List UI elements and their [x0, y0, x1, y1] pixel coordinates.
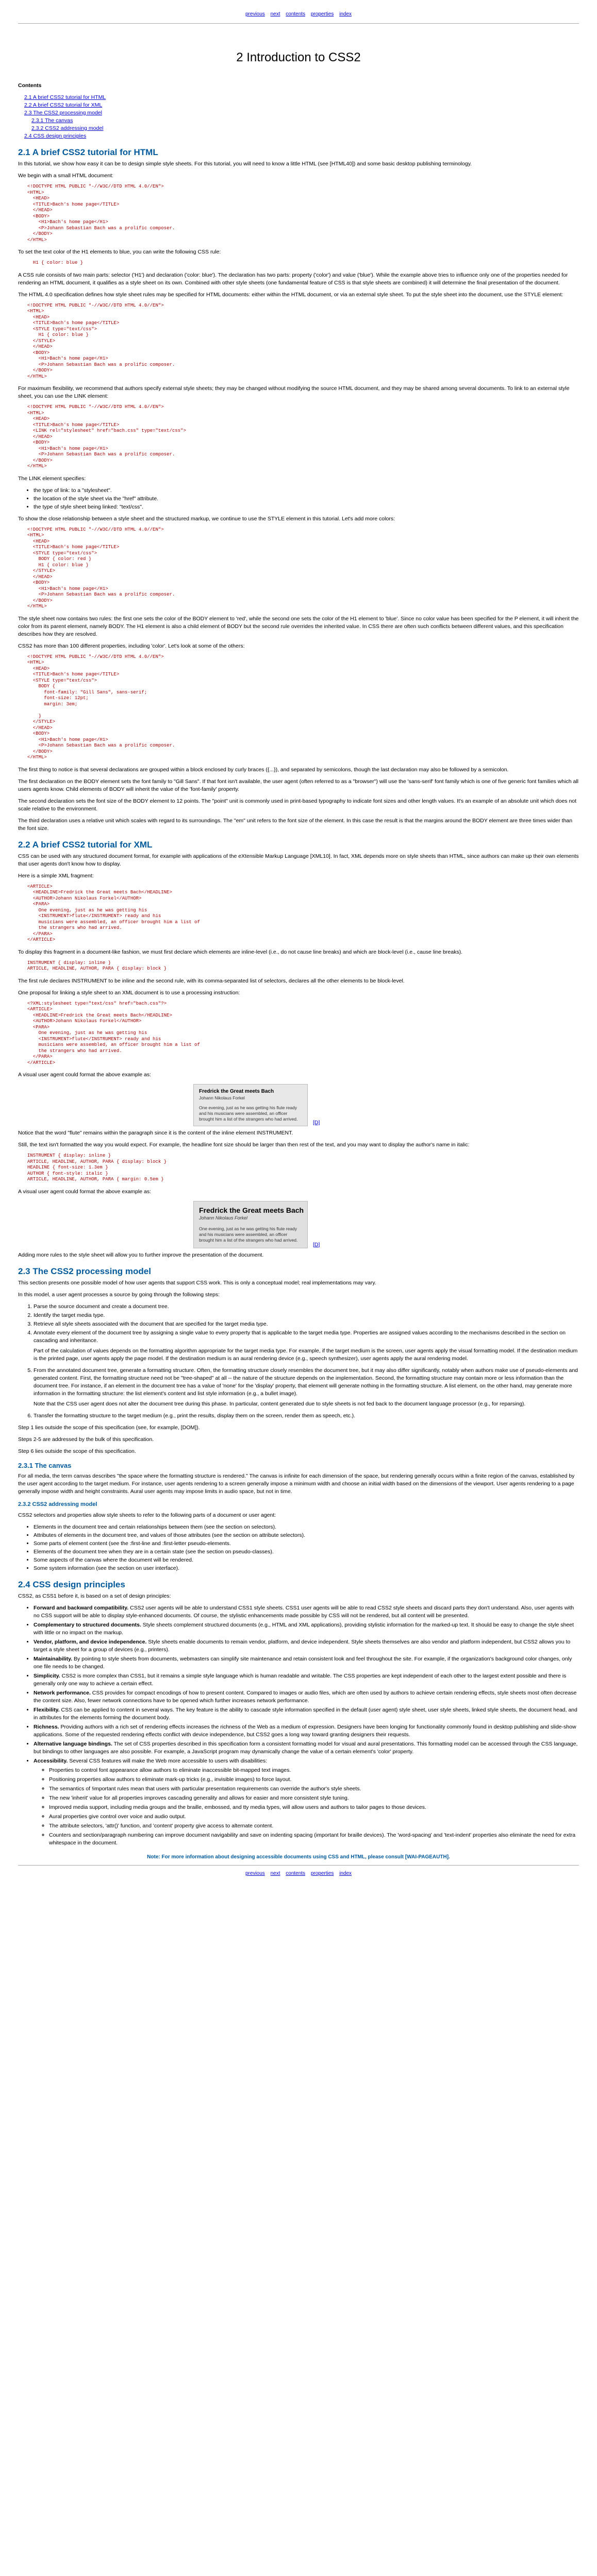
code-example: <!DOCTYPE HTML PUBLIC "-//W3C//DTD HTML 4.0//EN"> <HTML> <HEAD> <TITLE>Bach's home page</TITLE> </HEAD> <BODY> <H1>Bach's home page</H1> <P>Johann Sebastian Bach was a prolific composer. </BODY> </HTML> [27, 184, 175, 243]
paragraph: Adding more rules to the style sheet will allow you to further improve the presentation of the document. [18, 1251, 264, 1258]
paragraph: To show the close relationship between a style sheet and the structured markup, we continue to use the STYLE element in this tutorial. Let's add more colors: [18, 515, 395, 522]
principle-name: Alternative language bindings. [34, 1740, 112, 1747]
table-of-contents [18, 94, 579, 140]
list-item: ◦ The attribute selectors, 'attr()' function, and 'content' property give access to alternate content. [49, 1822, 579, 1830]
section-2-3-2-heading: 2.3.2 CSS2 addressing model [18, 1501, 97, 1507]
addressing-list [18, 1523, 579, 1572]
description-link[interactable]: [D] [313, 1241, 320, 1248]
paragraph: To set the text color of the H1 elements to blue, you can write the following CSS rule: [18, 249, 221, 255]
paragraph: The first rule declares INSTRUMENT to be inline and the second rule, with its comma-separated list of selectors, declares all the other elements to be block-level. [18, 977, 405, 984]
list-item: ◦ Improved media support, including media groups and the braille, embossed, and tty media types, will allow users and authors to tailor pages to those devices. [49, 1804, 579, 1811]
principle-text: CSS can be applied to content in several ways. The key feature is the ability to cascade style information specified in the default (user agent) style sheet, user style sheets, linked style sheets, the document head, and in attributes for the elements forming the document body. [34, 1706, 577, 1721]
list-item [34, 1706, 579, 1722]
paragraph: Step 6 lies outside the scope of this specification. [18, 1448, 136, 1454]
nav-previous-link[interactable]: previous [245, 1870, 265, 1876]
list-item: • Elements of the document tree when they are in a certain state (see the section on pseudo-classes). [34, 1548, 579, 1556]
example-headline: Fredrick the Great meets Bach [199, 1206, 304, 1214]
list-item: ◦ Counters and section/paragraph numbering can improve document navigability and save on indenting spacing (important for braille devices). The 'word-spacing' and 'text-indent' properties also eliminate the need for extra whitespace in the document. [49, 1832, 579, 1847]
code-example: <?XML:stylesheet type="text/css" href="bach.css"?> <ARTICLE> <HEADLINE>Fredrick the Great meets Bach</HEADLINE> <AUTHOR>Johann Nikolaus Forkel</AUTHOR> <PARA> One evening, just as he was getting his <INSTRUMENT>flute</INSTRUMENT> ready and his musicians were assembled, an officer brought him a list of the strangers who had arrived. </PARA> </ARTICLE> [27, 1001, 200, 1065]
code-example: <!DOCTYPE HTML PUBLIC "-//W3C//DTD HTML 4.0//EN"> <HTML> <HEAD> <TITLE>Bach's home page</TITLE> <STYLE type="text/css"> H1 { color: blue } </STYLE> </HEAD> <BODY> <H1>Bach's home page</H1> <P>Johann Sebastian Bach was a prolific composer. </BODY> </HTML> [27, 302, 175, 379]
code-example: <!DOCTYPE HTML PUBLIC "-//W3C//DTD HTML 4.0//EN"> <HTML> <HEAD> <TITLE>Bach's home page</TITLE> <STYLE type="text/css"> BODY { font-family: "Gill Sans", sans-serif; font-size: 12pt; margin: 3em; } </STYLE> </HEAD> <BODY> <H1>Bach's home page</H1> <P>Johann Sebastian Bach was a prolific composer. </BODY> </HTML> [27, 654, 175, 760]
toc-link-2-2[interactable]: 2.2 A brief CSS2 tutorial for XML [24, 102, 103, 108]
list-item: 6. Transfer the formatting structure to the target medium (e.g., print the results, display them on the screen, render them as speech, etc.). [34, 1412, 579, 1420]
paragraph: CSS2 selectors and properties allow style sheets to refer to the following parts of a document or user agent: [18, 1512, 276, 1518]
paragraph: CSS2, as CSS1 before it, is based on a set of design principles: [18, 1592, 171, 1599]
list-item [34, 1329, 579, 1363]
rendered-example-2 [193, 1201, 308, 1248]
paragraph: For maximum flexibility, we recommend that authors specify external style sheets; they may be changed without modifying the source HTML document, and they may be shared among several documents. To link to an external style sheet, you can use the LINK element: [18, 385, 570, 399]
toc-link-2-1[interactable]: 2.1 A brief CSS2 tutorial for HTML [24, 94, 106, 100]
list-item: ◦ Properties to control font appearance allow authors to eliminate inaccessible bit-mapped text images. [49, 1767, 579, 1774]
accessibility-list [34, 1767, 579, 1847]
nav-next-link[interactable]: next [270, 1870, 280, 1876]
nav-next-link[interactable]: next [270, 11, 280, 17]
page-title: 2 Introduction to CSS2 [236, 50, 361, 64]
list-item: • Some aspects of the canvas where the document will be rendered. [34, 1556, 579, 1564]
list-item: ◦ Positioning properties allow authors to eliminate mark-up tricks (e.g., invisible images) to force layout. [49, 1776, 579, 1784]
paragraph: Still, the text isn't formatted the way you would expect. For example, the headline font size should be larger than then rest of the text, and you may want to display the author's name in italic: [18, 1142, 470, 1148]
list-item [34, 1723, 579, 1739]
principle-name: Complementary to structured documents. [34, 1621, 141, 1628]
list-item: • the location of the style sheet via the "href" attribute. [34, 495, 579, 503]
principle-name: Forward and backward compatibility. [34, 1604, 129, 1611]
paragraph: In this tutorial, we show how easy it can be to design simple style sheets. For this tutorial, you will need to know a little HTML (see [HTML40]) and some basic desktop publishing terminology. [18, 161, 472, 167]
principle-text: CSS2 is more complex than CSS1, but it remains a simple style language which is human readable and writable. The CSS properties are kept independent of each other to the largest extent possible and there is generally only one way to achieve a certain effect. [34, 1672, 567, 1687]
description-link[interactable]: [D] [313, 1120, 320, 1126]
list-item: 2. Identify the target media type. [34, 1312, 579, 1319]
paragraph: Here is a simple XML fragment: [18, 872, 94, 879]
paragraph: Notice that the word "flute" remains within the paragraph since it is the content of the inline element INSTRUMENT. [18, 1130, 293, 1136]
principle-text: The set of CSS properties described in this specification form a consistent formatting model for visual and aural presentations. This formatting model can be accessed through the CSS language, but bindings to other languages are also possible. For example, a JavaScript program may dynamically change the value of a certain element's 'color' property. [34, 1740, 578, 1755]
paragraph: The HTML 4.0 specification defines how style sheet rules may be specified for HTML documents: either within the HTML document, or via an external style sheet. To put the style sheet into the document, use the STYLE element: [18, 291, 563, 298]
list-item: • Attributes of elements in the document tree, and values of those attributes (see the section on attribute selectors). [34, 1532, 579, 1539]
paragraph: The third declaration uses a relative unit which scales with regard to its surroundings. The "em" unit refers to the font size of the element. In this case the result is that the margins around the BODY element are three times wider than the font size. [18, 817, 573, 832]
principle-text: Several CSS features will make the Web more accessible to users with disabilities: [68, 1757, 268, 1764]
principle-text: Style sheets enable documents to remain vendor, platform, and device independent. Style sheets themselves are also vendor and platform independent, but CSS2 allows you to target a style sheet for a group of devices (e.g., printers). [34, 1638, 571, 1653]
list-item: • Some parts of element content (see the :first-line and :first-letter pseudo-elements. [34, 1540, 579, 1548]
list-item: • the type of style sheet being linked: "text/css". [34, 503, 579, 511]
accessibility-note: Note: For more information about designing accessible documents using CSS and HTML, please consult [WAI-PAGEAUTH]. [147, 1854, 450, 1860]
code-example: <!DOCTYPE HTML PUBLIC "-//W3C//DTD HTML 4.0//EN"> <HTML> <HEAD> <TITLE>Bach's home page</TITLE> <LINK rel="stylesheet" href="bach.css" type="text/css"> </HEAD> <BODY> <H1>Bach's home page</H1> <P>Johann Sebastian Bach was a prolific composer. </BODY> </HTML> [27, 404, 186, 469]
bottom-divider [18, 1865, 579, 1866]
example-text: One evening, just as he was getting his flute ready and his musicians were assembled, an officer brought him a list of the strangers who had arrived. [199, 1226, 298, 1243]
list-item: ◦ The semantics of !important rules mean that users with particular presentation requirements can override the author's style sheets. [49, 1785, 579, 1793]
toc-link-2-3[interactable]: 2.3 The CSS2 processing model [24, 110, 102, 116]
processing-steps-list [18, 1303, 579, 1420]
toc-link-2-4[interactable]: 2.4 CSS design principles [24, 133, 87, 139]
nav-properties-link[interactable]: properties [310, 11, 334, 17]
nav-previous-link[interactable]: previous [245, 11, 265, 17]
toc-link-2-3-2[interactable]: 2.3.2 CSS2 addressing model [31, 125, 104, 131]
toc-heading: Contents [18, 82, 42, 89]
section-2-2-heading: 2.2 A brief CSS2 tutorial for XML [18, 839, 153, 850]
paragraph: One proposal for linking a style sheet to an XML document is to use a processing instruction: [18, 989, 240, 996]
paragraph: Steps 2-5 are addressed by the bulk of this specification. [18, 1436, 154, 1443]
list-item [34, 1655, 579, 1671]
nav-contents-link[interactable]: contents [286, 1870, 306, 1876]
bottom-navigation [18, 1867, 579, 1882]
toc-link-2-3-1[interactable]: 2.3.1 The canvas [31, 117, 73, 124]
code-example: INSTRUMENT { display: inline } ARTICLE, HEADLINE, AUTHOR, PARA { display: block } HEADLINE { font-size: 1.3em } AUTHOR { font-style: italic } ARTICLE, HEADLINE, AUTHOR, PARA { margin: 0.5em } [27, 1153, 167, 1182]
paragraph: The first declaration on the BODY element sets the font family to "Gill Sans". If that font isn't available, the user agent (often referred to as a "browser") will use the 'sans-serif' font family which is one of five generic font families which all users agents know. Child elements of BODY will inherit the value of the 'font-family' property. [18, 778, 578, 792]
paragraph: We begin with a small HTML document: [18, 173, 113, 179]
paragraph: The style sheet now contains two rules: the first one sets the color of the BODY element to 'red', while the second one sets the color of the H1 element to 'blue'. Since no color value has been specified for the P element, it will inherit the color from its parent element, namely BODY. The H1 element is also a child element of BODY but the second rule overrides the inherited value. In CSS there are often such conflicts between different values, and this specification describes how they are resolved. [18, 615, 579, 637]
paragraph: The second declaration sets the font size of the BODY element to 12 points. The "point" unit is commonly used in print-based typography to indicate font sizes and other length values. It's an example of an absolute unit which does not scale relative to the environment. [18, 798, 577, 812]
list-item [34, 1740, 579, 1756]
paragraph: CSS2 has more than 100 different properties, including 'color'. Let's look at some of the others: [18, 642, 245, 649]
list-item: • Some system information (see the section on user interface). [34, 1565, 579, 1572]
code-example: H1 { color: blue } [27, 260, 84, 265]
step-text: From the annotated document tree, generate a formatting structure. Often, the formatting structure closely resembles the document tree, but it may also differ significantly, notably when authors make use of pseudo-elements and generated content. First, the formatting structure need not be "tree-shaped" at all -- the nature of the structure depends on the implementation. Second, the formatting structure may contain more or less information than the document tree. For instance, if an element in the document tree has a value of 'none' for the 'display' property, that element will generate nothing in the formatting structure. A list element, on the other hand, may generate more information in the formatting structure: the list element's content and list style information (e.g., a bullet image). [34, 1367, 578, 1397]
example-headline: Fredrick the Great meets Bach [199, 1089, 274, 1094]
list-item [34, 1757, 579, 1847]
principle-text: CSS2 user agents will be able to understand CSS1 style sheets. CSS1 user agents will be able to read CSS2 style sheets and discard parts they don't understand. Also, user agents with no CSS support will be able to display style-enhanced documents. Of course, the stylistic enhancements made possible by CSS will not be rendered, but all content will be presented. [34, 1604, 574, 1619]
paragraph: A visual user agent could format the above example as: [18, 1072, 151, 1078]
paragraph: The LINK element specifies: [18, 475, 86, 482]
principle-text: By pointing to style sheets from documents, webmasters can simplify site maintenance and retain consistent look and feel throughout the site. For example, if the organization's background color changes, only one file needs to be changed. [34, 1655, 572, 1670]
paragraph: The first thing to notice is that several declarations are grouped within a block enclosed by curly braces ({...}), and separated by semicolons, though the last declaration may also be followed by a semicolon. [18, 766, 509, 773]
top-navigation [18, 0, 579, 22]
code-example: INSTRUMENT { display: inline } ARTICLE, HEADLINE, AUTHOR, PARA { display: block } [27, 960, 167, 971]
principle-name: Maintainability. [34, 1655, 73, 1662]
paragraph: CSS can be used with any structured document format, for example with applications of the eXtensible Markup Language [XML10]. In fact, XML depends more on style sheets than HTML, since authors can make up their own elements that user agents don't know how to display. [18, 853, 579, 867]
paragraph: For all media, the term canvas describes "the space where the formatting structure is rendered." The canvas is infinite for each dimension of the space, but rendering generally occurs within a finite region of the canvas, established by the user agent according to the target medium. For instance, user agents rendering to a screen generally impose a minimum width and choose an initial width based on the dimensions of the viewport. User agents rendering to a page generally impose width and height constraints. Aural user agents may impose limits in audio space, but not in time. [18, 1472, 575, 1495]
list-item: 1. Parse the source document and create a document tree. [34, 1303, 579, 1311]
principle-text: Style sheets complement structured documents (e.g., HTML and XML applications), providing stylistic information for the marked-up text. It should be easy to change the style sheet with little or no impact on the markup. [34, 1621, 574, 1636]
principle-text: Providing authors with a rich set of rendering effects increases the richness of the Web as a medium of expression. Designers have been longing for functionality commonly found in desktop publishing and slide-show applications. Some of the requested rendering effects conflict with device independence, but CSS2 goes a long way toward granting designers their requests. [34, 1723, 576, 1738]
list-item: ◦ The new 'inherit' value for all properties improves cascading generality and allows for easier and more consistent style tuning. [49, 1794, 579, 1802]
code-example: <!DOCTYPE HTML PUBLIC "-//W3C//DTD HTML 4.0//EN"> <HTML> <HEAD> <TITLE>Bach's home page</TITLE> <STYLE type="text/css"> BODY { color: red } H1 { color: blue } </STYLE> </HEAD> <BODY> <H1>Bach's home page</H1> <P>Johann Sebastian Bach was a prolific composer. </BODY> </HTML> [27, 527, 175, 609]
nav-index-link[interactable]: index [339, 1870, 352, 1876]
principle-name: Accessibility. [34, 1757, 68, 1764]
list-item: ◦ Aural properties give control over voice and audio output. [49, 1813, 579, 1821]
nav-properties-link[interactable]: properties [310, 1870, 334, 1876]
list-item [34, 1638, 579, 1654]
principle-name: Network performance. [34, 1689, 91, 1696]
section-2-3-heading: 2.3 The CSS2 processing model [18, 1266, 151, 1276]
list-item [34, 1672, 579, 1688]
list-item [34, 1367, 579, 1408]
list-item [34, 1621, 579, 1637]
link-element-list [18, 487, 579, 511]
section-2-4-heading: 2.4 CSS design principles [18, 1579, 125, 1589]
paragraph: A CSS rule consists of two main parts: selector ('H1') and declaration ('color: blue'). The declaration has two parts: property ('color') and value ('blue'). While the example above tries to influence only one of the properties needed for rendering an HTML document, it qualifies as a style sheet on its own. Combined with other style sheets (one fundamental feature of CSS is that style sheets are combined) it will determine the final presentation of the document. [18, 272, 568, 286]
nav-contents-link[interactable]: contents [286, 11, 306, 17]
nav-index-link[interactable]: index [339, 11, 352, 17]
list-item: 3. Retrieve all style sheets associated with the document that are specified for the target media type. [34, 1320, 579, 1328]
list-item: • the type of link: to a "stylesheet". [34, 487, 579, 495]
paragraph: A visual user agent could format the above example as: [18, 1188, 151, 1195]
design-principles-list [18, 1604, 579, 1847]
step-note: Part of the calculation of values depends on the formatting algorithm appropriate for the target media type. For example, if the target medium is the screen, user agents apply the visual formatting model. If the destination medium is the printed page, user agents apply the page model. If the destination medium is an aural rendering device (e.g., speech synthesizer), user agents apply the aural rendering model. [34, 1347, 578, 1362]
rendered-example-1 [193, 1084, 308, 1126]
example-author: Johann Nikolaus Forkel [199, 1095, 245, 1100]
step-text: Annotate every element of the document tree by assigning a single value to every property that is applicable to the target media type. Properties are assigned values according to the mechanisms described in the section on cascading and inheritance. [34, 1329, 566, 1344]
paragraph: To display this fragment in a document-like fashion, we must first declare which elements are inline-level (i.e., do not cause line breaks) and which are block-level (i.e., cause line breaks). [18, 948, 462, 955]
principle-name: Richness. [34, 1723, 59, 1730]
principle-name: Flexibility. [34, 1706, 60, 1713]
code-example: <ARTICLE> <HEADLINE>Fredrick the Great meets Bach</HEADLINE> <AUTHOR>Johann Nikolaus Forkel</AUTHOR> <PARA> One evening, just as he was getting his <INSTRUMENT>flute</INSTRUMENT> ready and his musicians were assembled, an officer brought him a list of the strangers who had arrived. </PARA> </ARTICLE> [27, 884, 200, 942]
paragraph: This section presents one possible model of how user agents that support CSS work. This is only a conceptual model; real implementations may vary. [18, 1279, 376, 1286]
section-2-3-1-heading: 2.3.1 The canvas [18, 1461, 72, 1469]
list-item [34, 1604, 579, 1620]
list-item [34, 1689, 579, 1705]
example-text: One evening, just as he was getting his flute ready and his musicians were assembled, an officer brought him a list of the strangers who had arrived. [199, 1105, 298, 1122]
section-2-1-heading: 2.1 A brief CSS2 tutorial for HTML [18, 147, 158, 157]
principle-name: Simplicity. [34, 1672, 60, 1679]
principle-name: Vendor, platform, and device independence. [34, 1638, 147, 1645]
list-item: • Elements in the document tree and certain relationships between them (see the section on selectors). [34, 1523, 579, 1531]
example-author: Johann Nikolaus Forkel [199, 1215, 248, 1221]
principle-text: CSS provides for compact encodings of how to present content. Compared to images or audio files, which are often used by authors to achieve certain rendering effects, style sheets most often decrease the content size. Also, fewer network connections have to be opened which further increases network performance. [34, 1689, 577, 1704]
paragraph: In this model, a user agent processes a source by going through the following steps: [18, 1291, 220, 1298]
top-divider [18, 23, 579, 24]
paragraph: Step 1 lies outside the scope of this specification (see, for example, [DOM]). [18, 1424, 200, 1431]
step-note: Note that the CSS user agent does not alter the document tree during this phase. In particular, content generated due to style sheets is not fed back to the document language processor (e.g., for reparsing). [34, 1400, 526, 1407]
